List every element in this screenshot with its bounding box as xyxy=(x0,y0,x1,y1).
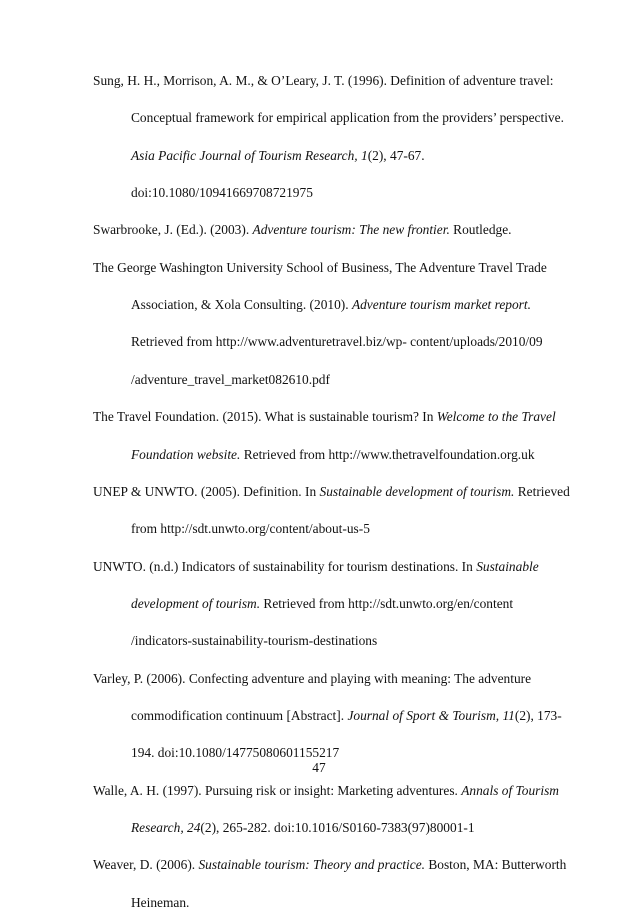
italic-text: Adventure tourism: The new frontier. xyxy=(252,222,450,238)
italic-text: Sustainable tourism: Theory and practice. xyxy=(198,857,425,873)
reference-text: (2), 47-67. xyxy=(367,147,425,163)
reference-line xyxy=(93,857,566,873)
reference-line xyxy=(131,447,535,463)
reference-line xyxy=(131,334,543,350)
reference-text: Retrieved from http://www.thetravelfoundation.org.uk xyxy=(240,446,535,462)
reference-line xyxy=(131,185,313,201)
reference-text: from http://sdt.unwto.org/content/about-us-5 xyxy=(131,521,370,537)
reference-line xyxy=(131,148,425,164)
reference-line xyxy=(93,484,570,500)
page-number: 47 xyxy=(312,760,326,775)
reference-line xyxy=(93,73,554,89)
reference-line xyxy=(131,372,330,388)
reference-text: Routledge. xyxy=(449,222,512,238)
reference-line xyxy=(93,783,559,799)
reference-text: commodification continuum [Abstract]. xyxy=(131,708,348,723)
reference-text: 194. doi:10.1080/14775080601155217 xyxy=(131,745,340,761)
reference-text: Sung, H. H., Morrison, A. M., & O’Leary, J. T. (1996). Definition of adventure travel: xyxy=(93,73,554,88)
reference-line xyxy=(93,409,556,425)
italic-text: Foundation website. xyxy=(131,446,241,462)
reference-line xyxy=(131,708,562,724)
reference-text: Weaver, D. (2006). xyxy=(93,857,199,873)
reference-text: Boston, MA: Butterworth xyxy=(425,857,567,873)
reference-text: Retrieved from http://www.adventuretravel.biz/wp- content/uploads/2010/09 xyxy=(131,334,543,350)
italic-text: Sustainable xyxy=(476,558,539,574)
reference-text: (2), 265-282. doi:10.1016/S0160-7383(97)80001-1 xyxy=(200,820,475,835)
reference-text: Retrieved from http://sdt.unwto.org/en/content xyxy=(260,595,514,611)
reference-line xyxy=(131,633,377,649)
italic-text: Welcome to the Travel xyxy=(436,409,556,425)
reference-line xyxy=(131,596,513,612)
reference-line xyxy=(93,222,512,238)
reference-text: (2), 173- xyxy=(514,708,562,723)
reference-text: Swarbrooke, J. (Ed.). (2003). xyxy=(93,222,253,238)
reference-line xyxy=(93,559,539,575)
reference-text: Retrieved xyxy=(514,483,570,499)
reference-text: Heineman. xyxy=(131,894,190,910)
reference-text: UNEP & UNWTO. (2005). Definition. In xyxy=(93,483,320,499)
italic-text: Journal of Sport & Tourism, 11 xyxy=(347,708,515,723)
reference-line xyxy=(93,671,531,687)
reference-line xyxy=(131,820,475,836)
reference-line xyxy=(131,110,564,126)
reference-line xyxy=(131,297,531,313)
reference-text: The Travel Foundation. (2015). What is sustainable tourism? In xyxy=(93,409,437,425)
italic-text: Asia Pacific Journal of Tourism Research, 1 xyxy=(131,147,368,163)
reference-line xyxy=(131,745,339,761)
italic-text: Annals of Tourism xyxy=(461,782,559,798)
italic-text: Adventure tourism market report. xyxy=(351,297,531,313)
reference-text: UNWTO. (n.d.) Indicators of sustainability for tourism destinations. In xyxy=(93,558,477,574)
reference-text: /adventure_travel_market082610.pdf xyxy=(131,371,330,387)
reference-text: Association, & Xola Consulting. (2010). xyxy=(131,297,352,313)
reference-line xyxy=(131,521,370,537)
reference-text: Varley, P. (2006). Confecting adventure and playing with meaning: The adventure xyxy=(93,670,532,686)
italic-text: Sustainable development of tourism. xyxy=(319,483,515,499)
reference-text: Walle, A. H. (1997). Pursuing risk or insight: Marketing adventures. xyxy=(93,782,462,798)
reference-text: Conceptual framework for empirical application from the providers’ perspective. xyxy=(131,110,564,126)
reference-text: The George Washington University School of Business, The Adventure Travel Trade xyxy=(93,259,547,275)
reference-line xyxy=(93,260,547,276)
italic-text: Research, 24 xyxy=(131,820,201,835)
italic-text: development of tourism. xyxy=(131,595,261,611)
reference-text: doi:10.1080/10941669708721975 xyxy=(131,185,313,201)
reference-line xyxy=(131,895,189,911)
reference-text: /indicators-sustainability-tourism-destinations xyxy=(131,633,378,649)
